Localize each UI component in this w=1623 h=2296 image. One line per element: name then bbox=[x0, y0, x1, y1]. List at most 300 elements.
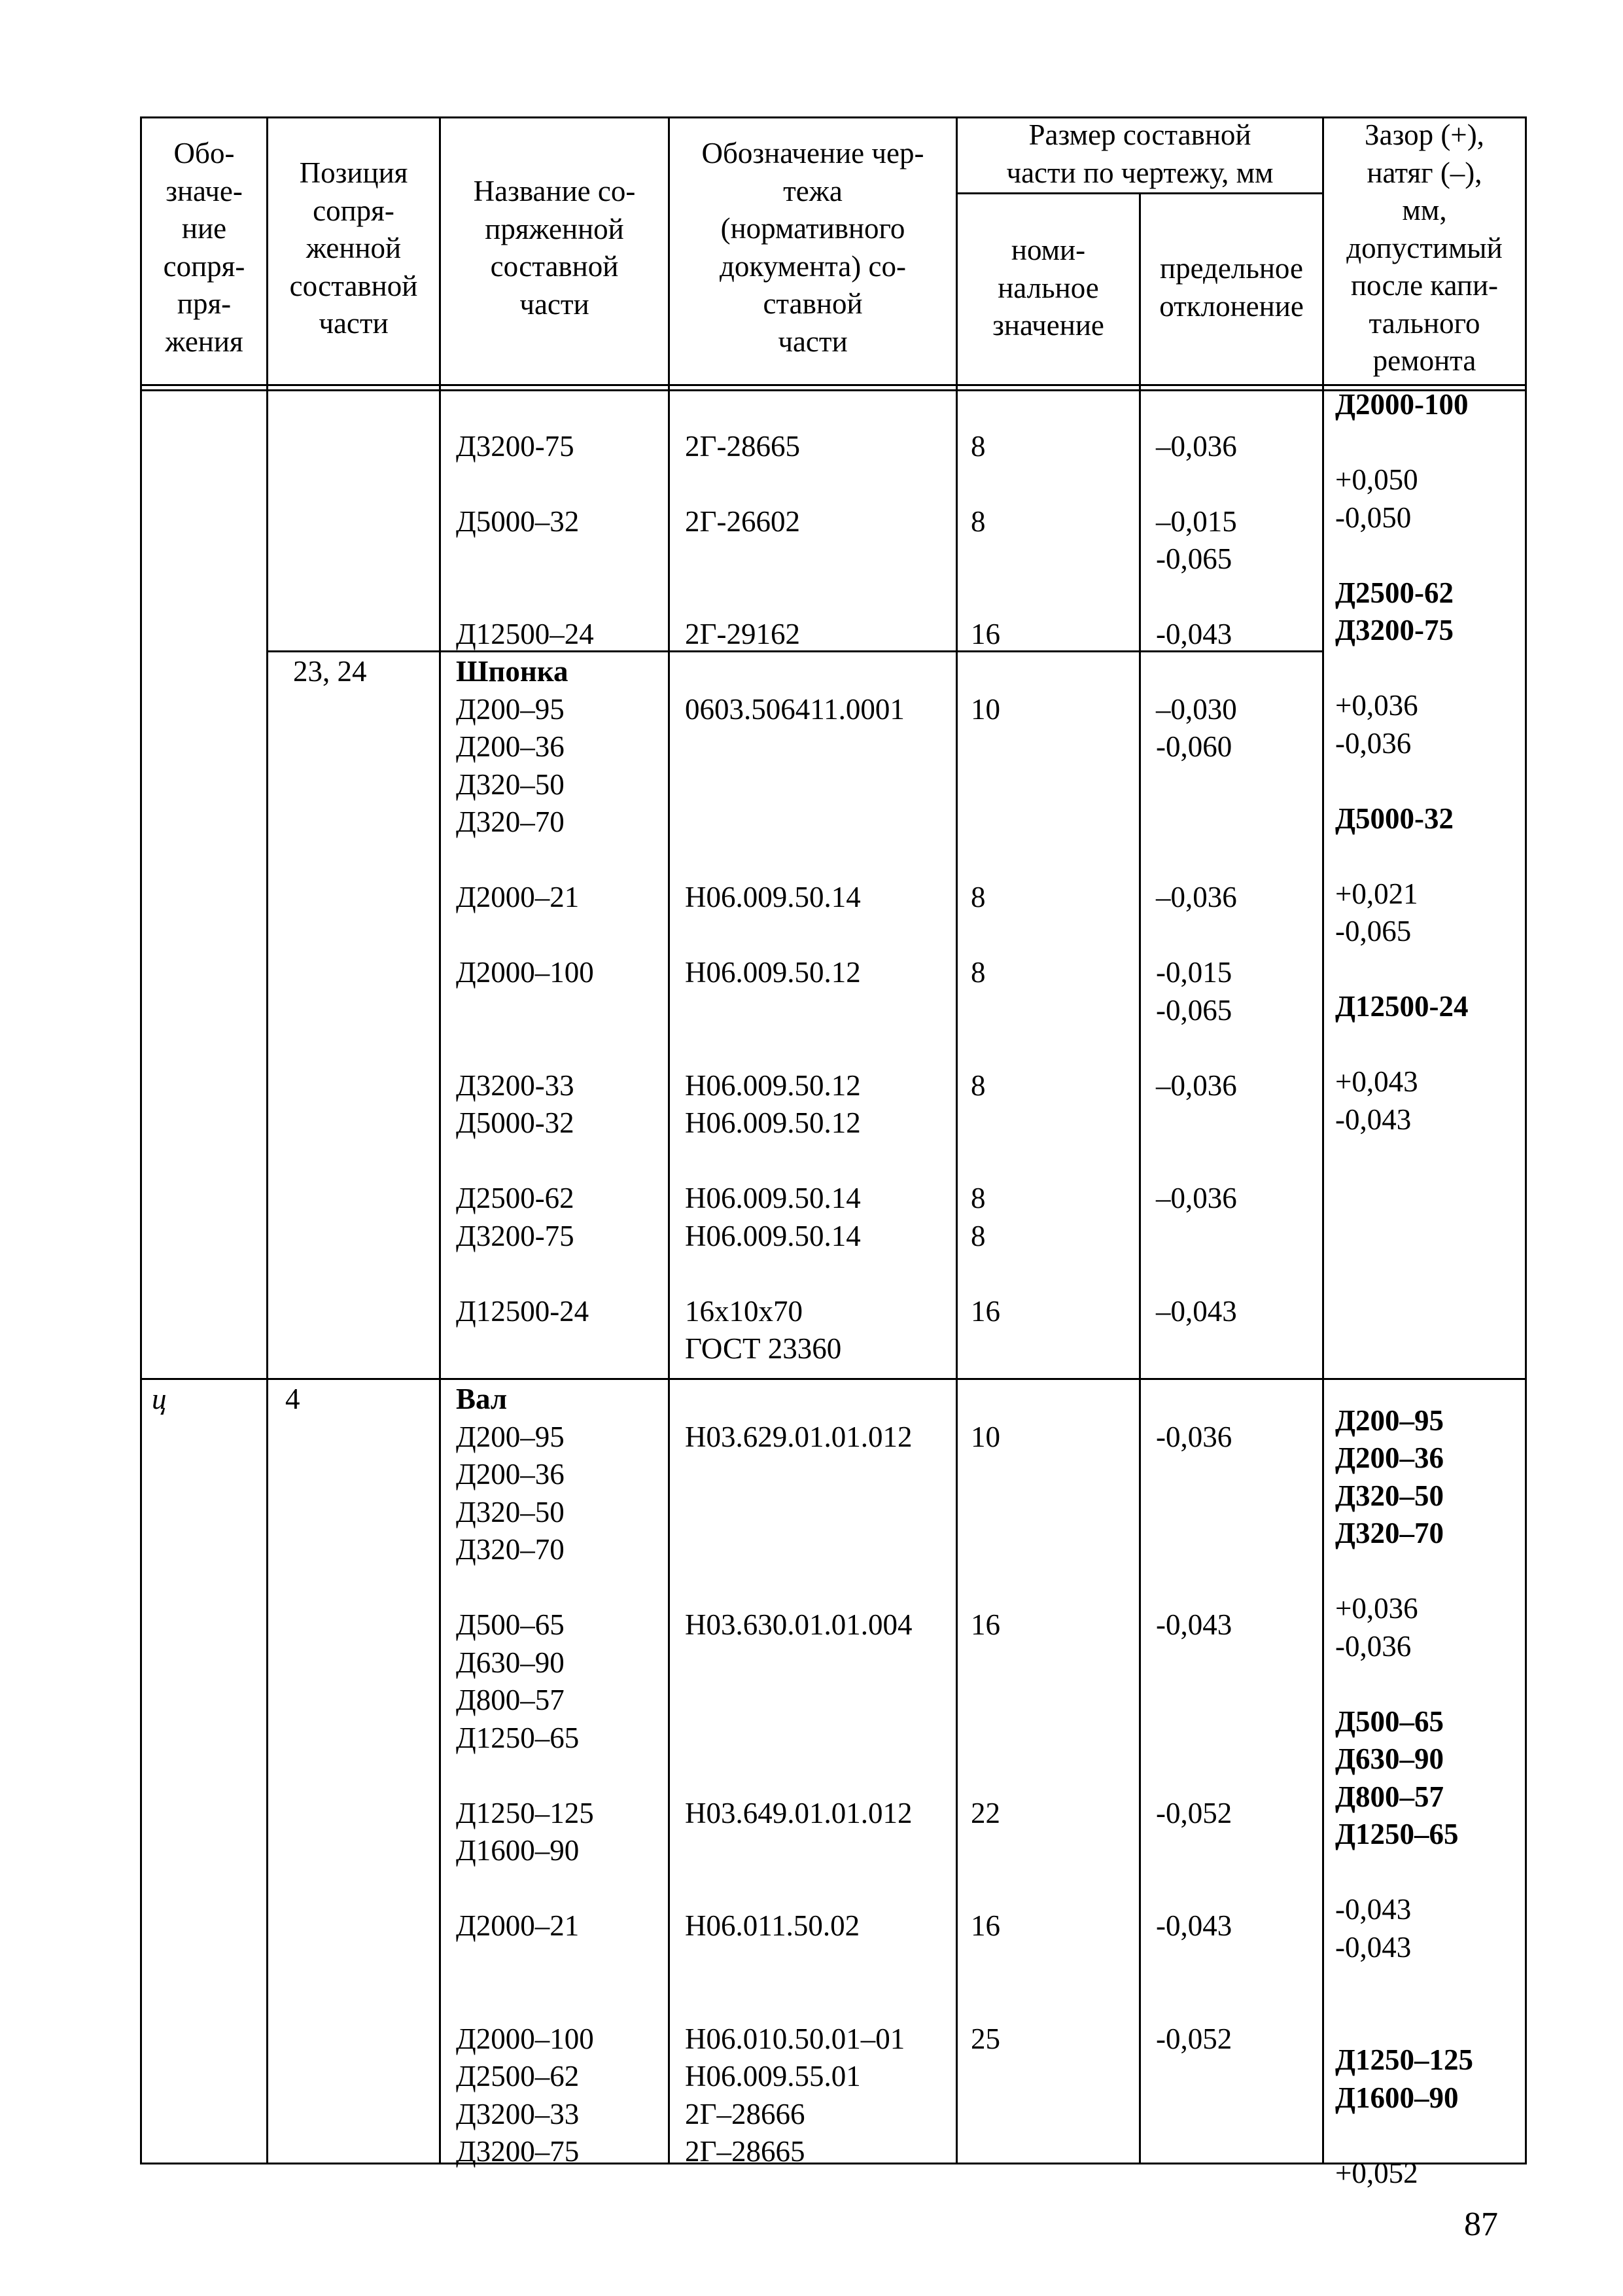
cell-line: Н03.630.01.01.004 bbox=[685, 1608, 913, 1641]
column-divider bbox=[956, 116, 958, 2164]
cell-line: -0,050 bbox=[1335, 501, 1412, 534]
cell-line: натяг (–), bbox=[1367, 156, 1482, 189]
cell-line: –0,030 bbox=[1156, 692, 1237, 726]
cell-line bbox=[971, 2096, 1000, 2134]
header-name bbox=[441, 173, 668, 323]
cell-line: +0,036 bbox=[1335, 1592, 1418, 1625]
header-clearance bbox=[1324, 116, 1525, 380]
cell-line: 8 bbox=[971, 429, 986, 463]
header-deviation bbox=[1141, 250, 1322, 325]
cell-line: Д3200-33 bbox=[456, 1069, 574, 1102]
cell-line: -0,043 bbox=[1335, 1103, 1412, 1136]
cell-line bbox=[1156, 1494, 1232, 1532]
cell-line: Д320–70 bbox=[1335, 1517, 1444, 1549]
cell-line bbox=[685, 1142, 905, 1180]
cell-line: ставной bbox=[763, 287, 863, 320]
cell-line bbox=[456, 1757, 594, 1795]
deviation-cell bbox=[1156, 390, 1237, 654]
cell-line: Д2500-62 bbox=[456, 1182, 574, 1214]
cell-line bbox=[685, 1456, 913, 1494]
cell-line bbox=[1156, 1255, 1237, 1293]
cell-line: ремонта bbox=[1372, 344, 1476, 377]
cell-line bbox=[685, 1682, 913, 1720]
cell-line: Д200–95 bbox=[456, 692, 565, 726]
cell-line bbox=[1335, 1553, 1473, 1591]
cell-line: Обозначение чер- bbox=[701, 137, 924, 169]
cell-line: -0,036 bbox=[1156, 1420, 1232, 1453]
cell-line bbox=[456, 390, 594, 428]
cell-line: части bbox=[519, 287, 589, 321]
cell-line: –0,015 bbox=[1156, 504, 1237, 538]
cell-line: 10 bbox=[971, 1420, 1000, 1453]
cell-line: нальное bbox=[998, 271, 1099, 304]
clearance-cell bbox=[1335, 386, 1473, 2192]
cell-line: предельное bbox=[1160, 252, 1303, 285]
cell-line: -0,052 bbox=[1156, 1796, 1232, 1829]
cell-line: номи- bbox=[1011, 234, 1086, 266]
cell-line bbox=[685, 540, 800, 578]
cell-line: ние bbox=[181, 212, 227, 245]
cell-line: значе- bbox=[166, 174, 243, 207]
cell-line bbox=[1335, 1139, 1473, 1176]
cell-line: Н06.009.50.14 bbox=[685, 1219, 861, 1252]
cell-line bbox=[685, 1531, 913, 1569]
cell-line: Д12500-24 bbox=[1335, 990, 1469, 1023]
cell-line: 2Г–28666 bbox=[685, 2097, 805, 2130]
cell-line bbox=[1156, 1330, 1237, 1368]
cell-line: Д2000-100 bbox=[1335, 388, 1469, 421]
cell-line bbox=[971, 1255, 1000, 1293]
cell-line bbox=[685, 1381, 913, 1419]
cell-line: 2Г-28665 bbox=[685, 429, 801, 463]
cell-line bbox=[971, 1494, 1000, 1532]
cell-line bbox=[1156, 1104, 1237, 1142]
cell-line: сопря- bbox=[313, 194, 394, 227]
cell-line: 16 bbox=[971, 1608, 1000, 1641]
cell-line bbox=[1156, 1142, 1237, 1180]
cell-line: 16 bbox=[971, 1909, 1000, 1942]
cell-line bbox=[971, 992, 1000, 1030]
header-bottom-rule bbox=[140, 384, 1527, 386]
cell-line bbox=[1335, 1214, 1473, 1252]
cell-line bbox=[685, 1945, 913, 1983]
cell-line bbox=[1156, 1218, 1237, 1256]
nominal-cell bbox=[971, 1381, 1000, 2171]
cell-line: -0,065 bbox=[1156, 993, 1232, 1027]
cell-line bbox=[1156, 2096, 1232, 2134]
cell-line: Д5000-32 bbox=[456, 1106, 574, 1139]
cell-line: значение bbox=[992, 309, 1104, 342]
cell-line bbox=[456, 578, 594, 616]
cell-line: –0,036 bbox=[1156, 881, 1237, 913]
cell-line: допустимый bbox=[1346, 231, 1503, 264]
cell-line: -0,036 bbox=[1335, 726, 1412, 760]
cell-line: 25 bbox=[971, 2022, 1000, 2055]
cell-line: 8 bbox=[971, 1219, 986, 1252]
cell-line: -0,043 bbox=[1156, 1909, 1232, 1942]
cell-line bbox=[685, 1757, 913, 1795]
cell-line bbox=[685, 1029, 905, 1067]
header-subdivider bbox=[956, 192, 1324, 194]
drawing-cell bbox=[685, 390, 800, 654]
cell-line bbox=[456, 917, 594, 955]
cell-line bbox=[971, 1870, 1000, 1908]
cell-line bbox=[971, 1757, 1000, 1795]
cell-line bbox=[685, 1983, 913, 2021]
cell-line bbox=[685, 766, 905, 804]
cell-line: 8 bbox=[971, 881, 986, 913]
header-designation bbox=[142, 135, 266, 361]
cell-line bbox=[1156, 2133, 1232, 2171]
cell-line bbox=[685, 1569, 913, 1607]
cell-line: Н06.009.50.12 bbox=[685, 1069, 861, 1102]
cell-line bbox=[1156, 1720, 1232, 1757]
cell-line bbox=[1156, 1870, 1232, 1908]
cell-line bbox=[971, 1456, 1000, 1494]
cell-line: Н06.009.50.14 bbox=[685, 1182, 861, 1214]
cell-line: 22 bbox=[971, 1796, 1000, 1829]
cell-line bbox=[1156, 1832, 1232, 1870]
cell-line bbox=[1156, 917, 1237, 955]
cell-line: Размер составной bbox=[1028, 118, 1251, 151]
cell-line: Д2000–21 bbox=[456, 1909, 580, 1942]
cell-line bbox=[456, 465, 594, 503]
cell-line bbox=[971, 1569, 1000, 1607]
cell-line bbox=[456, 992, 594, 1030]
cell-line bbox=[971, 653, 1000, 691]
cell-line: -0,043 bbox=[1156, 618, 1232, 650]
cell-line: Д200–95 bbox=[456, 1420, 565, 1453]
header-nominal bbox=[958, 232, 1139, 345]
cell-line bbox=[971, 917, 1000, 955]
cell-line: -0,036 bbox=[1335, 1629, 1412, 1663]
cell-line: Д320–50 bbox=[456, 768, 565, 801]
cell-line: Н06.011.50.02 bbox=[685, 1909, 860, 1942]
cell-line: после капи- bbox=[1350, 269, 1499, 302]
cell-line bbox=[971, 1682, 1000, 1720]
cell-line: части bbox=[319, 307, 389, 340]
cell-line: жения bbox=[165, 325, 243, 358]
cell-line bbox=[685, 578, 800, 616]
cell-line bbox=[971, 728, 1000, 766]
drawing-cell bbox=[685, 653, 905, 1368]
header-size bbox=[958, 116, 1322, 192]
cell-line bbox=[971, 1531, 1000, 1569]
cell-line bbox=[1335, 537, 1473, 574]
cell-line: 4 bbox=[285, 1383, 300, 1415]
cell-line bbox=[456, 1142, 594, 1180]
cell-line bbox=[456, 1255, 594, 1293]
cell-line: Д200–36 bbox=[456, 730, 565, 763]
cell-line: -0,060 bbox=[1156, 730, 1232, 763]
cell-line bbox=[1335, 1665, 1473, 1703]
cell-line: Д800–57 bbox=[456, 1684, 565, 1716]
cell-line bbox=[971, 841, 1000, 879]
cell-line: Д3200-75 bbox=[456, 429, 574, 463]
cell-line: Д2500-62 bbox=[1335, 576, 1454, 609]
cell-line bbox=[1335, 2004, 1473, 2042]
cell-line: Д1250–125 bbox=[456, 1796, 594, 1829]
deviation-cell bbox=[1156, 653, 1237, 1368]
cell-line: ц bbox=[152, 1383, 167, 1415]
cell-line bbox=[1156, 766, 1237, 804]
cell-line: Д320–50 bbox=[1335, 1479, 1444, 1512]
cell-line bbox=[1156, 578, 1237, 616]
name-cell bbox=[456, 1381, 594, 2171]
cell-line: –0,036 bbox=[1156, 1182, 1237, 1214]
cell-line: 8 bbox=[971, 504, 986, 538]
cell-line bbox=[685, 653, 905, 691]
cell-line bbox=[456, 540, 594, 578]
cell-line bbox=[971, 465, 1000, 503]
cell-line: Н06.009.50.14 bbox=[685, 881, 861, 913]
cell-line bbox=[1156, 390, 1237, 428]
cell-line: 2Г-26602 bbox=[685, 504, 801, 538]
cell-line bbox=[1156, 804, 1237, 841]
cell-line: Д12500-24 bbox=[456, 1294, 589, 1328]
cell-line bbox=[1156, 653, 1237, 691]
cell-line: Д1250–125 bbox=[1335, 2043, 1473, 2076]
cell-line bbox=[1156, 1569, 1232, 1607]
cell-line: Д500–65 bbox=[456, 1608, 565, 1641]
cell-line bbox=[971, 2058, 1000, 2096]
cell-line: Н03.629.01.01.012 bbox=[685, 1420, 913, 1453]
cell-line: Д2000–21 bbox=[456, 881, 580, 913]
cell-line: Вал bbox=[456, 1383, 508, 1415]
cell-line bbox=[685, 992, 905, 1030]
designation-cell bbox=[152, 1381, 167, 1419]
drawing-cell bbox=[685, 1381, 913, 2171]
cell-line bbox=[685, 804, 905, 841]
cell-line bbox=[1335, 1854, 1473, 1892]
cell-line bbox=[1156, 1945, 1232, 1983]
header-bottom-rule bbox=[140, 389, 1527, 391]
cell-line: сопря- bbox=[163, 249, 245, 283]
cell-line: Д1600–90 bbox=[1335, 2081, 1459, 2114]
page-number: 87 bbox=[1464, 2206, 1498, 2243]
cell-line: Д320–50 bbox=[456, 1495, 565, 1528]
cell-line: Н06.009.55.01 bbox=[685, 2060, 861, 2093]
cell-line: Д1600–90 bbox=[456, 1834, 580, 1867]
cell-line: 16х10х70 bbox=[685, 1294, 803, 1328]
table-border-left bbox=[140, 116, 142, 2164]
cell-line: Д12500–24 bbox=[456, 618, 594, 650]
cell-line bbox=[685, 1870, 913, 1908]
cell-line: –0,036 bbox=[1156, 429, 1237, 463]
cell-line bbox=[1335, 424, 1473, 462]
cell-line: (нормативного bbox=[720, 212, 905, 245]
name-cell bbox=[456, 653, 594, 1368]
cell-line bbox=[685, 1720, 913, 1757]
cell-line bbox=[456, 1945, 594, 1983]
cell-line: Д200–36 bbox=[1335, 1441, 1444, 1474]
cell-line: части bbox=[778, 325, 848, 358]
cell-line bbox=[685, 1255, 905, 1293]
cell-line: пря- bbox=[177, 287, 232, 320]
header-drawing bbox=[670, 135, 956, 361]
cell-line: ГОСТ 23360 bbox=[685, 1332, 842, 1365]
cell-line: Н06.010.50.01–01 bbox=[685, 2022, 905, 2055]
deviation-cell bbox=[1156, 1381, 1232, 2171]
cell-line: +0,050 bbox=[1335, 463, 1418, 496]
cell-line: –0,036 bbox=[1156, 1069, 1237, 1102]
cell-line: пряженной bbox=[485, 212, 624, 245]
cell-line: 8 bbox=[971, 1069, 986, 1102]
cell-line bbox=[1335, 1364, 1473, 1402]
cell-line: Д1250–65 bbox=[1335, 1818, 1459, 1850]
position-cell bbox=[285, 1381, 300, 1419]
cell-line bbox=[1335, 1327, 1473, 1365]
cell-line: Обо- bbox=[173, 137, 235, 169]
cell-line: Д3200-75 bbox=[456, 1219, 574, 1252]
cell-line bbox=[685, 1644, 913, 1682]
cell-line bbox=[971, 1330, 1000, 1368]
cell-line: -0,052 bbox=[1156, 2022, 1232, 2055]
cell-line: 16 bbox=[971, 1294, 1000, 1328]
cell-line: Д200–95 bbox=[1335, 1404, 1444, 1437]
column-divider bbox=[668, 116, 670, 2164]
cell-line: Зазор (+), bbox=[1365, 118, 1484, 151]
cell-line bbox=[1335, 1176, 1473, 1214]
cell-line: Д1250–65 bbox=[456, 1721, 580, 1754]
cell-line bbox=[1156, 1757, 1232, 1795]
row-divider bbox=[140, 1378, 1527, 1380]
cell-line bbox=[685, 728, 905, 766]
nominal-cell bbox=[971, 653, 1000, 1368]
cell-line: -0,015 bbox=[1156, 956, 1232, 989]
cell-line: Д3200-75 bbox=[1335, 614, 1454, 646]
cell-line bbox=[1335, 951, 1473, 989]
cell-line: +0,021 bbox=[1335, 877, 1418, 910]
cell-line: 23, 24 bbox=[293, 655, 367, 688]
column-divider bbox=[439, 116, 441, 2164]
cell-line bbox=[685, 1832, 913, 1870]
cell-line bbox=[1335, 1026, 1473, 1064]
cell-line: 0603.506411.0001 bbox=[685, 692, 905, 726]
cell-line: тежа bbox=[783, 174, 843, 207]
cell-line bbox=[971, 804, 1000, 841]
cell-line: Название со- bbox=[473, 175, 636, 207]
cell-line bbox=[456, 1569, 594, 1607]
cell-line: Д5000-32 bbox=[1335, 802, 1454, 835]
cell-line bbox=[456, 1330, 594, 1368]
column-divider bbox=[266, 116, 268, 2164]
cell-line: -0,065 bbox=[1156, 542, 1232, 575]
cell-line bbox=[971, 578, 1000, 616]
cell-line: –0,043 bbox=[1156, 1294, 1237, 1328]
cell-line: части по чертежу, мм bbox=[1006, 156, 1274, 189]
cell-line bbox=[456, 1983, 594, 2021]
cell-line bbox=[1335, 762, 1473, 800]
cell-line bbox=[1156, 1531, 1232, 1569]
cell-line bbox=[1156, 1456, 1232, 1494]
cell-line bbox=[685, 390, 800, 428]
cell-line: Н03.649.01.01.012 bbox=[685, 1796, 913, 1829]
cell-line bbox=[971, 540, 1000, 578]
column-divider bbox=[1322, 116, 1324, 2164]
cell-line bbox=[456, 1870, 594, 1908]
cell-line: +0,043 bbox=[1335, 1065, 1418, 1098]
position-cell bbox=[293, 653, 367, 691]
cell-line: Д5000–32 bbox=[456, 504, 580, 538]
cell-line bbox=[685, 841, 905, 879]
cell-line: Д630–90 bbox=[1335, 1742, 1444, 1775]
cell-line: Д2000–100 bbox=[456, 956, 594, 989]
cell-line: +0,052 bbox=[1335, 2156, 1418, 2189]
cell-line: 2Г-29162 bbox=[685, 618, 801, 650]
cell-line: -0,043 bbox=[1335, 1930, 1412, 1964]
cell-line: 10 bbox=[971, 692, 1000, 726]
cell-line bbox=[971, 1104, 1000, 1142]
cell-line bbox=[971, 1142, 1000, 1180]
cell-line: женной bbox=[305, 232, 402, 264]
cell-line: 8 bbox=[971, 1182, 986, 1214]
cell-line bbox=[971, 1983, 1000, 2021]
cell-line: -0,065 bbox=[1335, 915, 1412, 947]
cell-line: -0,043 bbox=[1156, 1608, 1232, 1641]
cell-line bbox=[971, 1029, 1000, 1067]
cell-line bbox=[1156, 1983, 1232, 2021]
column-divider bbox=[1139, 194, 1141, 2164]
cell-line: отклонение bbox=[1159, 289, 1304, 323]
cell-line bbox=[1156, 1644, 1232, 1682]
header-position bbox=[268, 154, 439, 343]
cell-line: Д630–90 bbox=[456, 1646, 565, 1679]
cell-line bbox=[971, 1832, 1000, 1870]
cell-line: -0,043 bbox=[1335, 1893, 1412, 1926]
cell-line bbox=[971, 1381, 1000, 1419]
cell-line bbox=[456, 1029, 594, 1067]
cell-line: 16 bbox=[971, 618, 1000, 650]
cell-line: Шпонка bbox=[456, 655, 568, 688]
cell-line bbox=[685, 917, 905, 955]
nominal-cell bbox=[971, 390, 1000, 654]
cell-line: Н06.009.50.12 bbox=[685, 956, 861, 989]
cell-line bbox=[971, 1720, 1000, 1757]
cell-line bbox=[1335, 838, 1473, 875]
cell-line: Д320–70 bbox=[456, 1533, 565, 1566]
cell-line bbox=[971, 1945, 1000, 1983]
cell-line: 8 bbox=[971, 956, 986, 989]
cell-line: Д2000–100 bbox=[456, 2022, 594, 2055]
cell-line bbox=[1335, 1289, 1473, 1327]
cell-line bbox=[971, 1644, 1000, 1682]
cell-line bbox=[1156, 2058, 1232, 2096]
cell-line bbox=[685, 1494, 913, 1532]
cell-line bbox=[1335, 1252, 1473, 1290]
cell-line: Н06.009.50.12 bbox=[685, 1106, 861, 1139]
cell-line: Д3200–75 bbox=[456, 2135, 580, 2168]
cell-line: Д500–65 bbox=[1335, 1704, 1444, 1738]
cell-line bbox=[456, 841, 594, 879]
cell-line bbox=[1156, 1381, 1232, 1419]
cell-line: Д800–57 bbox=[1335, 1780, 1444, 1813]
cell-line bbox=[1156, 1682, 1232, 1720]
cell-line: документа) со- bbox=[720, 249, 906, 283]
cell-line bbox=[971, 390, 1000, 428]
cell-line bbox=[971, 2133, 1000, 2171]
cell-line: мм, bbox=[1402, 194, 1447, 226]
cell-line: составной bbox=[289, 269, 418, 302]
table-border-right bbox=[1525, 116, 1527, 2164]
name-cell bbox=[456, 390, 594, 654]
table bbox=[140, 116, 1527, 2189]
cell-line bbox=[685, 465, 800, 503]
cell-line: Д2500–62 bbox=[456, 2060, 580, 2093]
cell-line: составной bbox=[490, 250, 619, 283]
cell-line bbox=[1335, 2117, 1473, 2155]
cell-line bbox=[1335, 650, 1473, 688]
